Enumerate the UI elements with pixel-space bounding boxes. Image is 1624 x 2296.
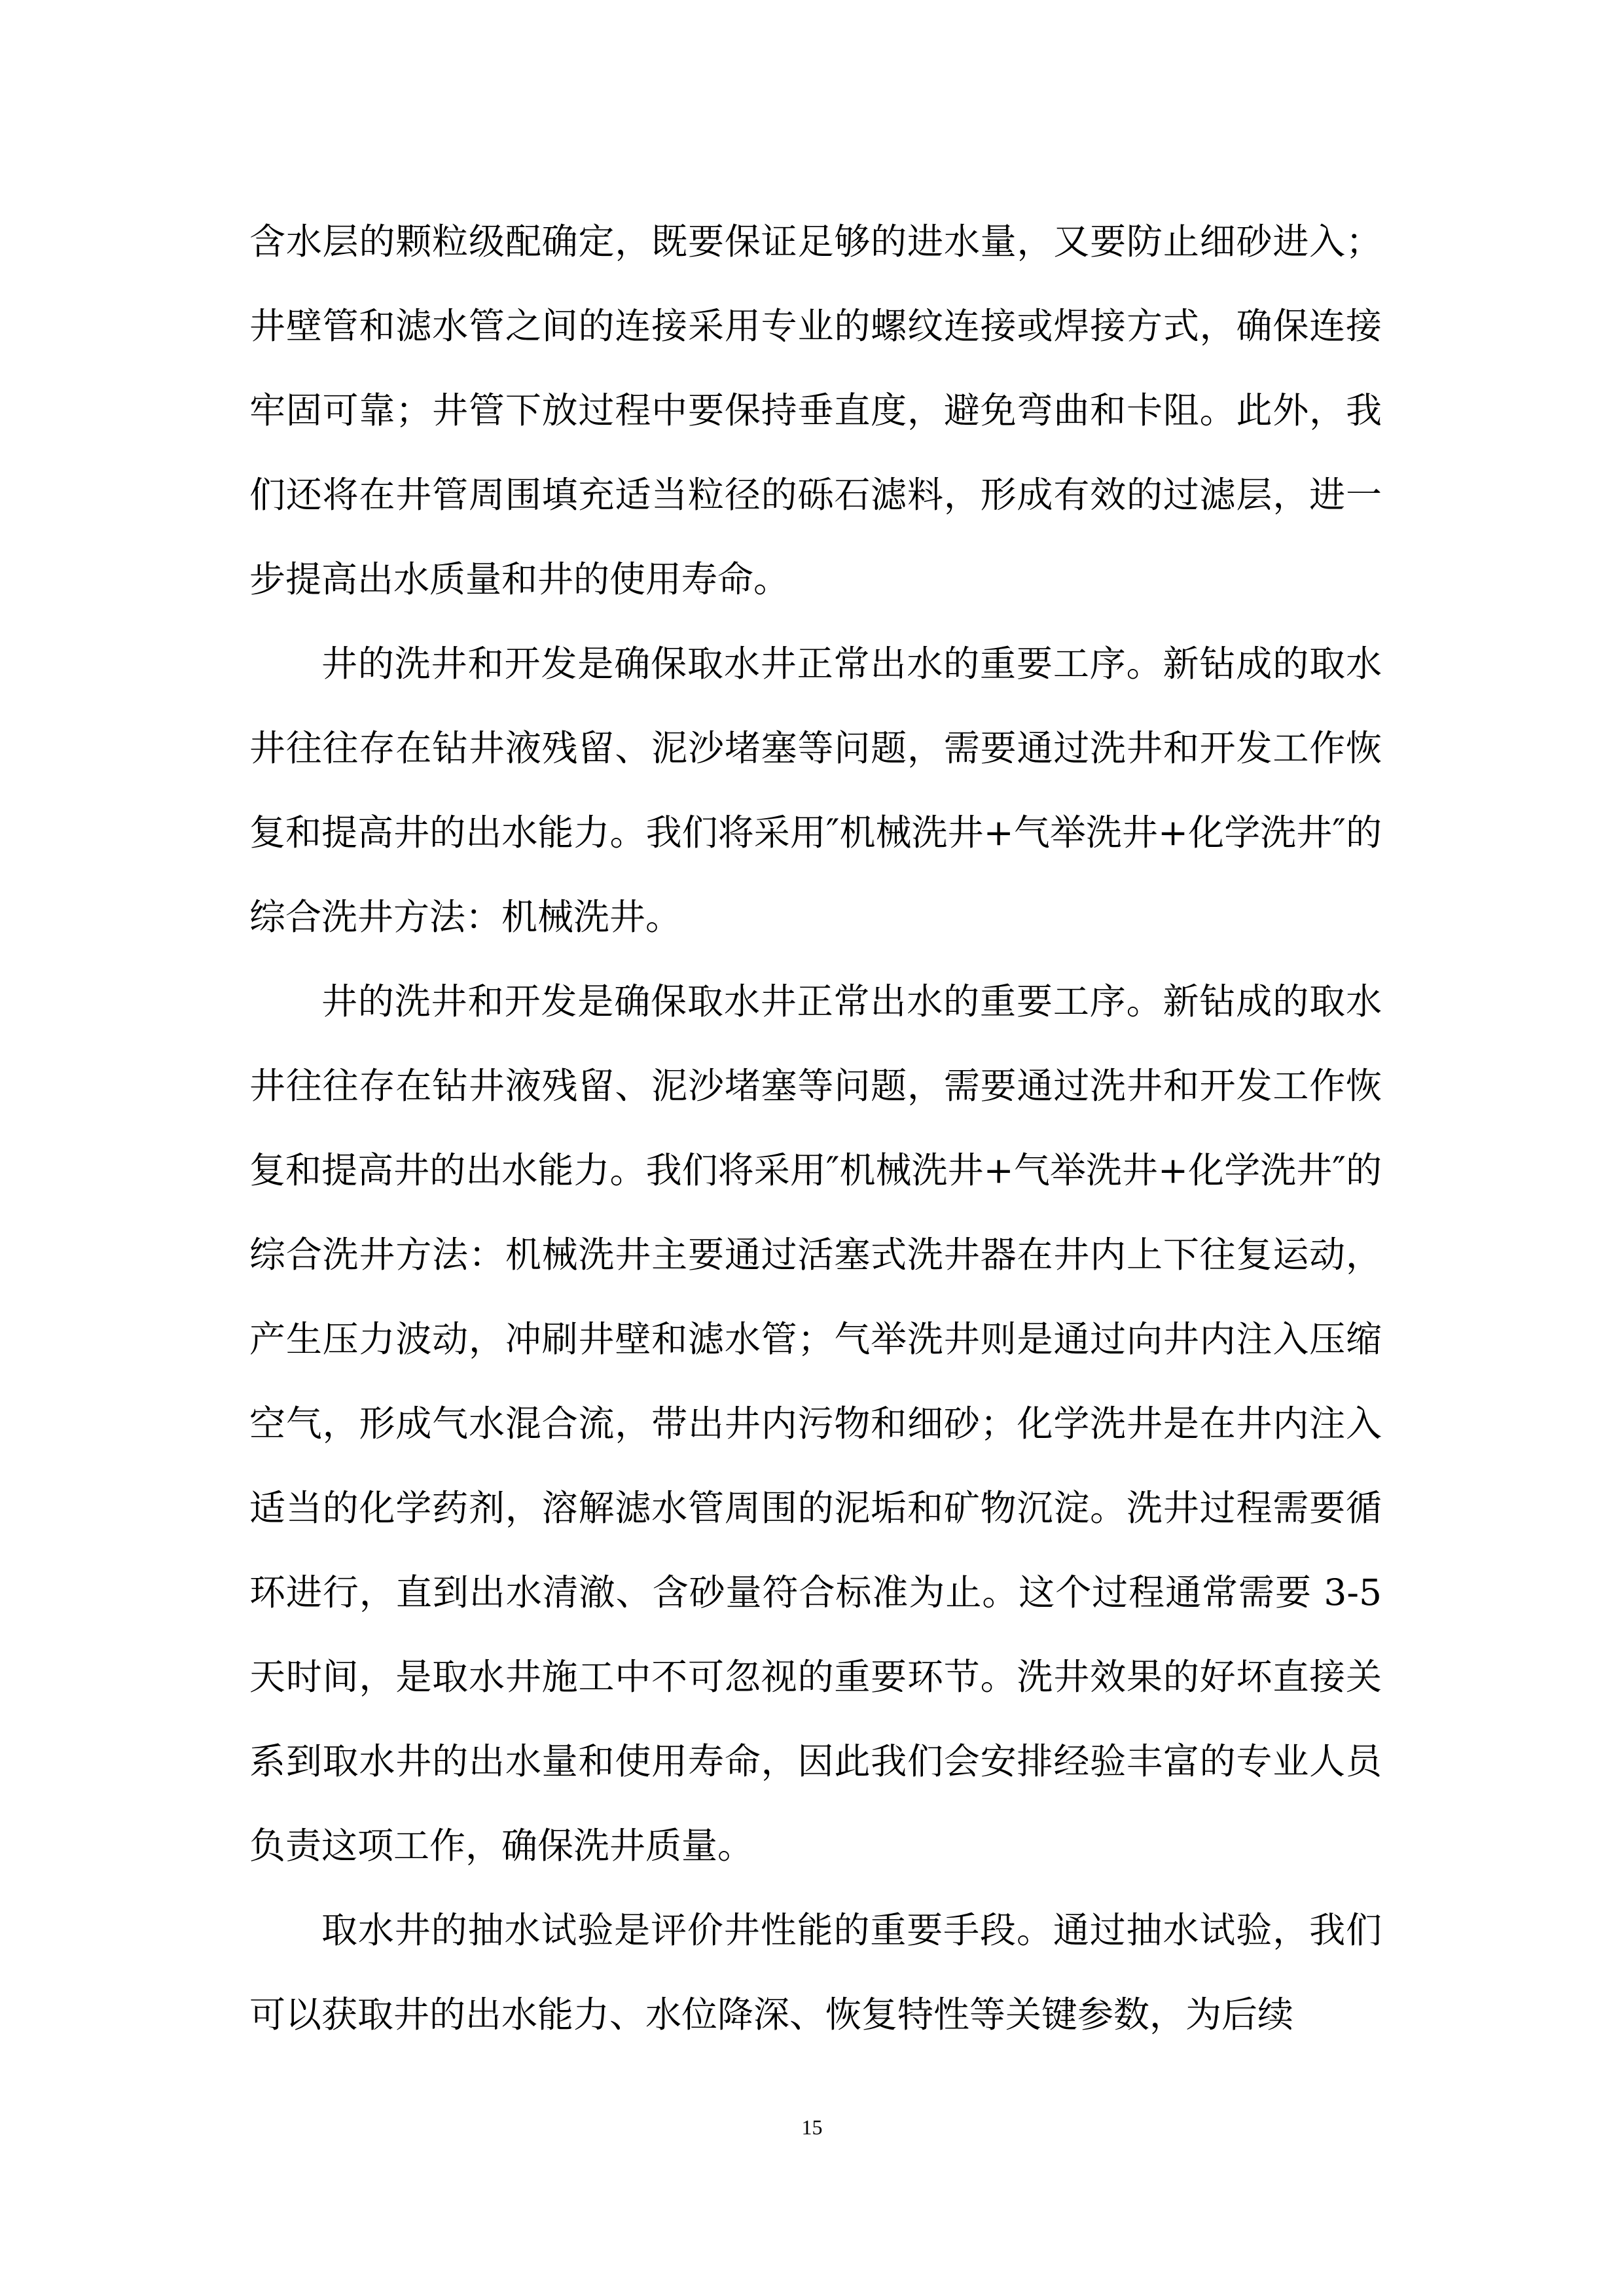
- body-text: [249, 200, 1382, 2057]
- paragraph-3: 井的洗井和开发是确保取水井正常出水的重要工序。新钻成的取水井往往存在钻井液残留、泥沙堵塞等问题，需要通过洗井和开发工作恢复和提高井的出水能力。我们将采用″机械洗井+气举洗井+化学洗井″的综合洗井方法：机械洗井主要通过活塞式洗井器在井内上下往复运动，产生压力波动，冲刷井壁和滤水管；气举洗井则是通过向井内注入压缩空气，形成气水混合流，带出井内污物和细砂；化学洗井是在井内注入适当的化学药剂，溶解滤水管周围的泥垢和矿物沉淀。洗井过程需要循环进行，直到出水清澈、含砂量符合标准为止。这个过程通常需要 3-5 天时间，是取水井施工中不可忽视的重要环节。洗井效果的好坏直接关系到取水井的出水量和使用寿命，因此我们会安排经验丰富的专业人员负责这项工作，确保洗井质量。: [249, 980, 1382, 1867]
- page-number: 15: [801, 2115, 823, 2139]
- paragraph-1: 含水层的颗粒级配确定，既要保证足够的进水量，又要防止细砂进入；井壁管和滤水管之间的连接采用专业的螺纹连接或焊接方式，确保连接牢固可靠；井管下放过程中要保持垂直度，避免弯曲和卡阻。此外，我们还将在井管周围填充适当粒径的砾石滤料，形成有效的过滤层，进一步提高出水质量和井的使用寿命。: [249, 221, 1382, 600]
- paragraph-2: 井的洗井和开发是确保取水井正常出水的重要工序。新钻成的取水井往往存在钻井液残留、泥沙堵塞等问题，需要通过洗井和开发工作恢复和提高井的出水能力。我们将采用″机械洗井+气举洗井+化学洗井″的综合洗井方法：机械洗井。: [249, 643, 1382, 938]
- paragraph-4: 取水井的抽水试验是评价井性能的重要手段。通过抽水试验，我们可以获取井的出水能力、水位降深、恢复特性等关键参数，为后续: [249, 1909, 1382, 2036]
